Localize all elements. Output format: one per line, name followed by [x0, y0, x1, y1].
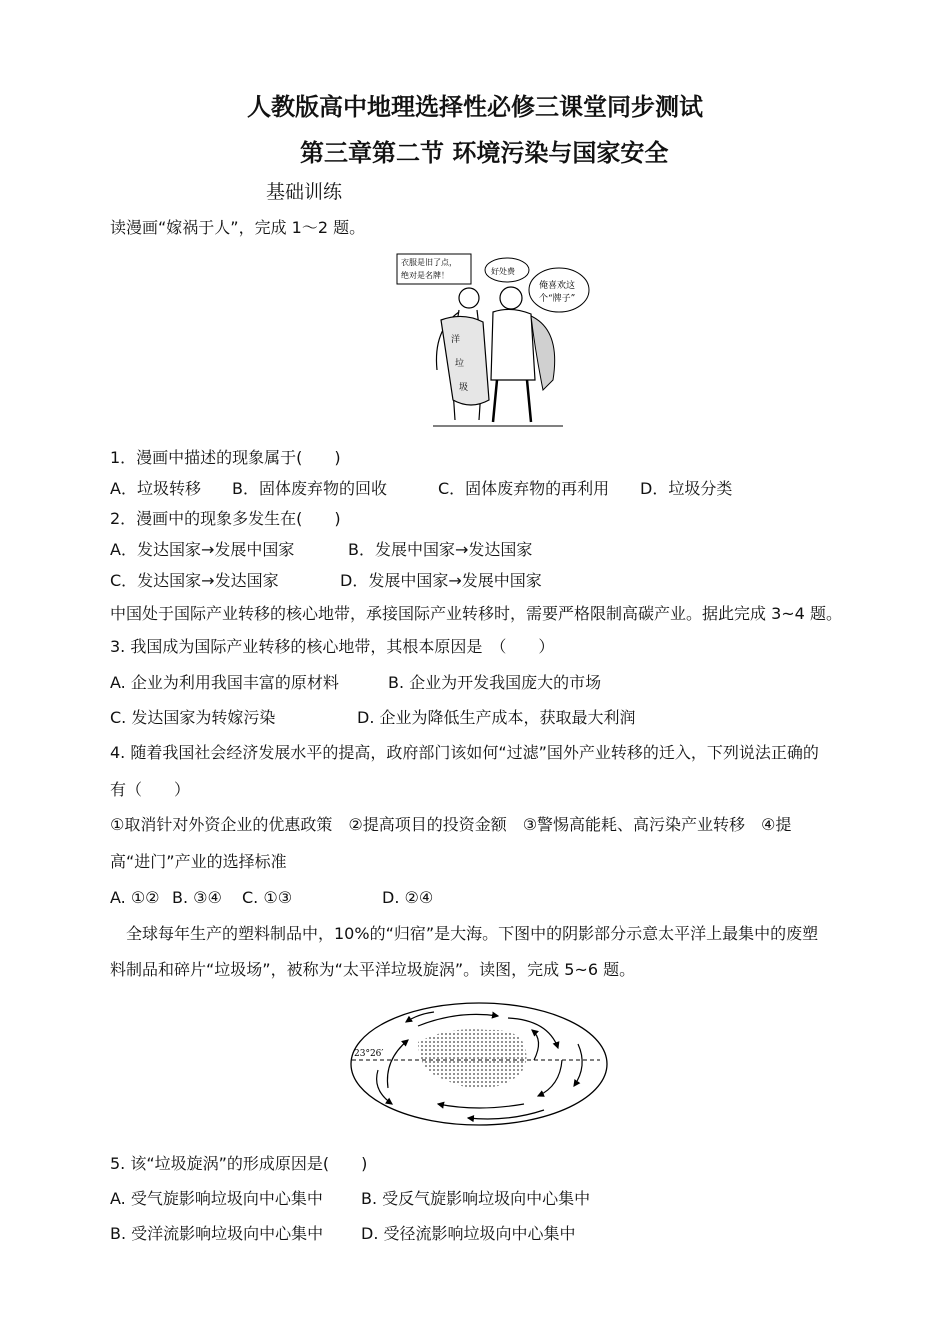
q1-option-d[interactable]: D．垃圾分类 [640, 479, 733, 498]
coat-label-3: 圾 [459, 383, 469, 393]
q5-option-d[interactable]: D. 受径流影响垃圾向中心集中 [361, 1224, 576, 1243]
coat-label-1: 洋 [451, 335, 461, 345]
bubble-right-line2: 个“牌子” [539, 294, 576, 304]
chapter-subtitle: 第三章第二节 环境污染与国家安全 [300, 139, 669, 167]
latitude-label: 23°26′ [354, 1049, 384, 1059]
bubble-left-line2: 绝对是名牌！ [401, 271, 449, 280]
bubble-left-line1: 衣服是旧了点， [401, 258, 457, 267]
pacific-garbage-map [348, 1000, 610, 1128]
bubble-mid: 好处费 [491, 267, 515, 276]
q1-option-a[interactable]: A．垃圾转移 [110, 479, 201, 498]
q2-option-a[interactable]: A．发达国家→发展中国家 [110, 540, 295, 559]
q3-option-d[interactable]: D. 企业为降低生产成本，获取最大利润 [357, 708, 636, 727]
coat-label-2: 垃 [455, 359, 465, 369]
q5-stem: 5. 该“垃圾旋涡”的形成原因是( ) [110, 1154, 368, 1173]
cartoon-illustration [393, 250, 593, 430]
q2-option-d[interactable]: D．发展中国家→发展中国家 [340, 571, 542, 590]
q3-option-b[interactable]: B. 企业为开发我国庞大的市场 [388, 673, 602, 692]
q3-option-c[interactable]: C. 发达国家为转嫁污染 [110, 708, 276, 727]
q4-option-c[interactable]: C. ①③ [242, 888, 293, 907]
intro-industry-text: 中国处于国际产业转移的核心地带，承接国际产业转移时，需要严格限制高碳产业。据此完成 3~4 题。 [110, 604, 842, 623]
q1-option-c[interactable]: C．固体废弃物的再利用 [438, 479, 610, 498]
q5-option-a[interactable]: A. 受气旋影响垃圾向中心集中 [110, 1189, 323, 1208]
q4-items-line2: 高“进门”产业的选择标准 [110, 852, 287, 871]
q4-stem-line1: 4. 随着我国社会经济发展水平的提高，政府部门该如何“过滤”国外产业转移的迁入，下列说法正确的 [110, 743, 819, 762]
q5-option-c[interactable]: B. 受洋流影响垃圾向中心集中 [110, 1224, 324, 1243]
q5-option-b[interactable]: B. 受反气旋影响垃圾向中心集中 [361, 1189, 591, 1208]
intro-garbage-line2: 料制品和碎片“垃圾场”，被称为“太平洋垃圾旋涡”。读图，完成 5~6 题。 [110, 960, 636, 979]
q4-option-a[interactable]: A. ①② [110, 888, 160, 907]
q4-option-d[interactable]: D. ②④ [382, 888, 434, 907]
q3-option-a[interactable]: A. 企业为利用我国丰富的原材料 [110, 673, 339, 692]
bubble-right-line1: 俺喜欢这 [539, 281, 576, 291]
intro-garbage-line1: 全球每年生产的塑料制品中，10%的“归宿”是大海。下图中的阴影部分示意太平洋上最集中的废塑 [126, 924, 819, 943]
q2-option-b[interactable]: B．发展中国家→发达国家 [348, 540, 533, 559]
intro-cartoon-text: 读漫画“嫁祸于人”，完成 1～2 题。 [110, 218, 366, 237]
q2-option-c[interactable]: C．发达国家→发达国家 [110, 571, 279, 590]
section-heading: 基础训练 [266, 181, 343, 203]
q4-stem-line2: 有（ ） [110, 780, 191, 799]
q1-stem: 1．漫画中描述的现象属于( ) [110, 448, 341, 467]
q4-option-b[interactable]: B. ③④ [172, 888, 222, 907]
document-title: 人教版高中地理选择性必修三课堂同步测试 [247, 93, 703, 121]
q3-stem: 3. 我国成为国际产业转移的核心地带，其根本原因是 （ ） [110, 637, 555, 656]
q1-option-b[interactable]: B．固体废弃物的回收 [232, 479, 387, 498]
q4-items-line1: ①取消针对外资企业的优惠政策 ②提高项目的投资金额 ③警惕高能耗、高污染产业转移 ④提 [110, 815, 792, 834]
q2-stem: 2．漫画中的现象多发生在( ) [110, 509, 341, 528]
